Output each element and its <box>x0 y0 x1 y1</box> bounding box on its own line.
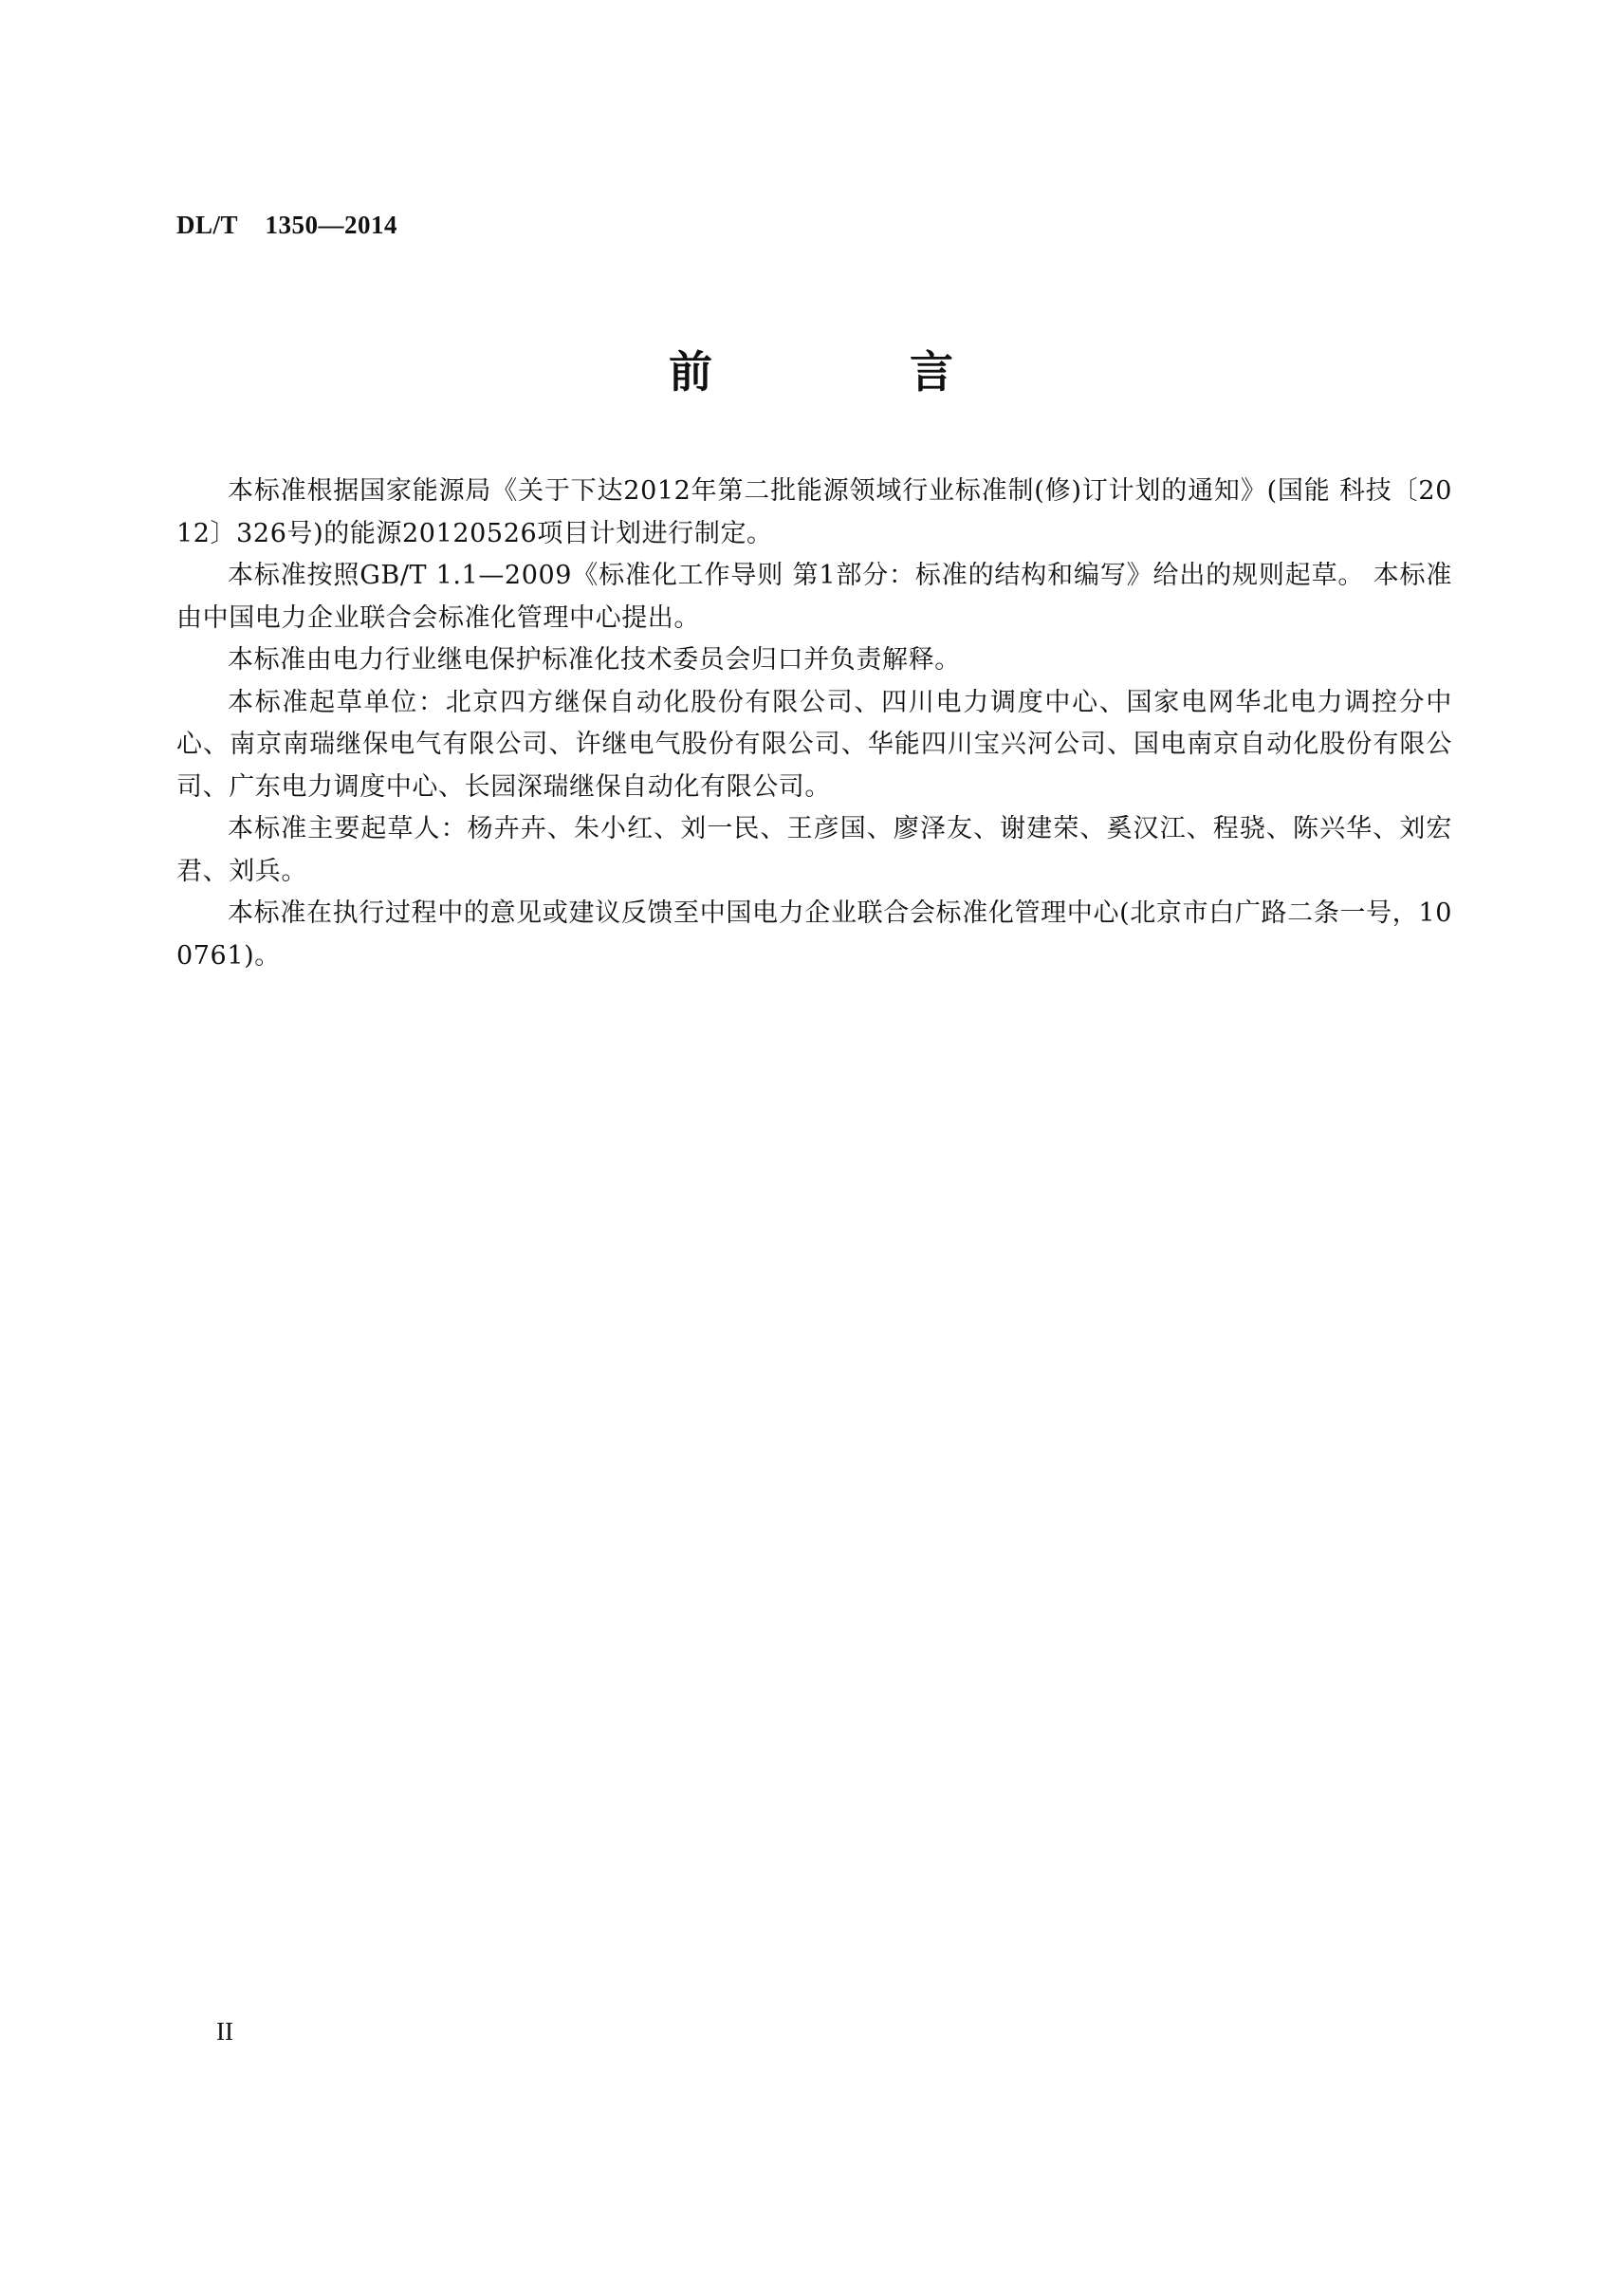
foreword-body <box>176 471 1452 977</box>
document-code: DL/T 1350—2014 <box>176 211 398 239</box>
page-number: II <box>216 2017 233 2046</box>
paragraph-plan-basis: 本标准根据国家能源局《关于下达2012年第二批能源领域行业标准制(修)订计划的通知》(国能 科技〔2012〕326号)的能源20120526项目计划进行制定。 <box>176 476 1452 548</box>
paragraph-main-drafters: 本标准主要起草人：杨卉卉、朱小红、刘一民、王彦国、廖泽友、谢建荣、奚汉江、程骁、陈兴华、刘宏君、刘兵。 <box>176 814 1452 886</box>
paragraph-drafting-units: 本标准起草单位：北京四方继保自动化股份有限公司、四川电力调度中心、国家电网华北电力调控分中心、南京南瑞继保电气有限公司、许继电气股份有限公司、华能四川宝兴河公司、国电南京自动化股份有限公司、广东电力调度中心、长园深瑞继保自动化有限公司。 <box>176 687 1452 802</box>
paragraph-drafting-rules: 本标准按照GB/T 1.1—2009《标准化工作导则 第1部分：标准的结构和编写》给出的规则起草。 本标准由中国电力企业联合会标准化管理中心提出。 <box>176 561 1452 633</box>
paragraph-feedback: 本标准在执行过程中的意见或建议反馈至中国电力企业联合会标准化管理中心(北京市白广路二条一号，100761)。 <box>176 898 1452 971</box>
page-title: 前 言 <box>668 346 1044 398</box>
paragraph-responsible-committee: 本标准由电力行业继电保护标准化技术委员会归口并负责解释。 <box>228 645 961 675</box>
